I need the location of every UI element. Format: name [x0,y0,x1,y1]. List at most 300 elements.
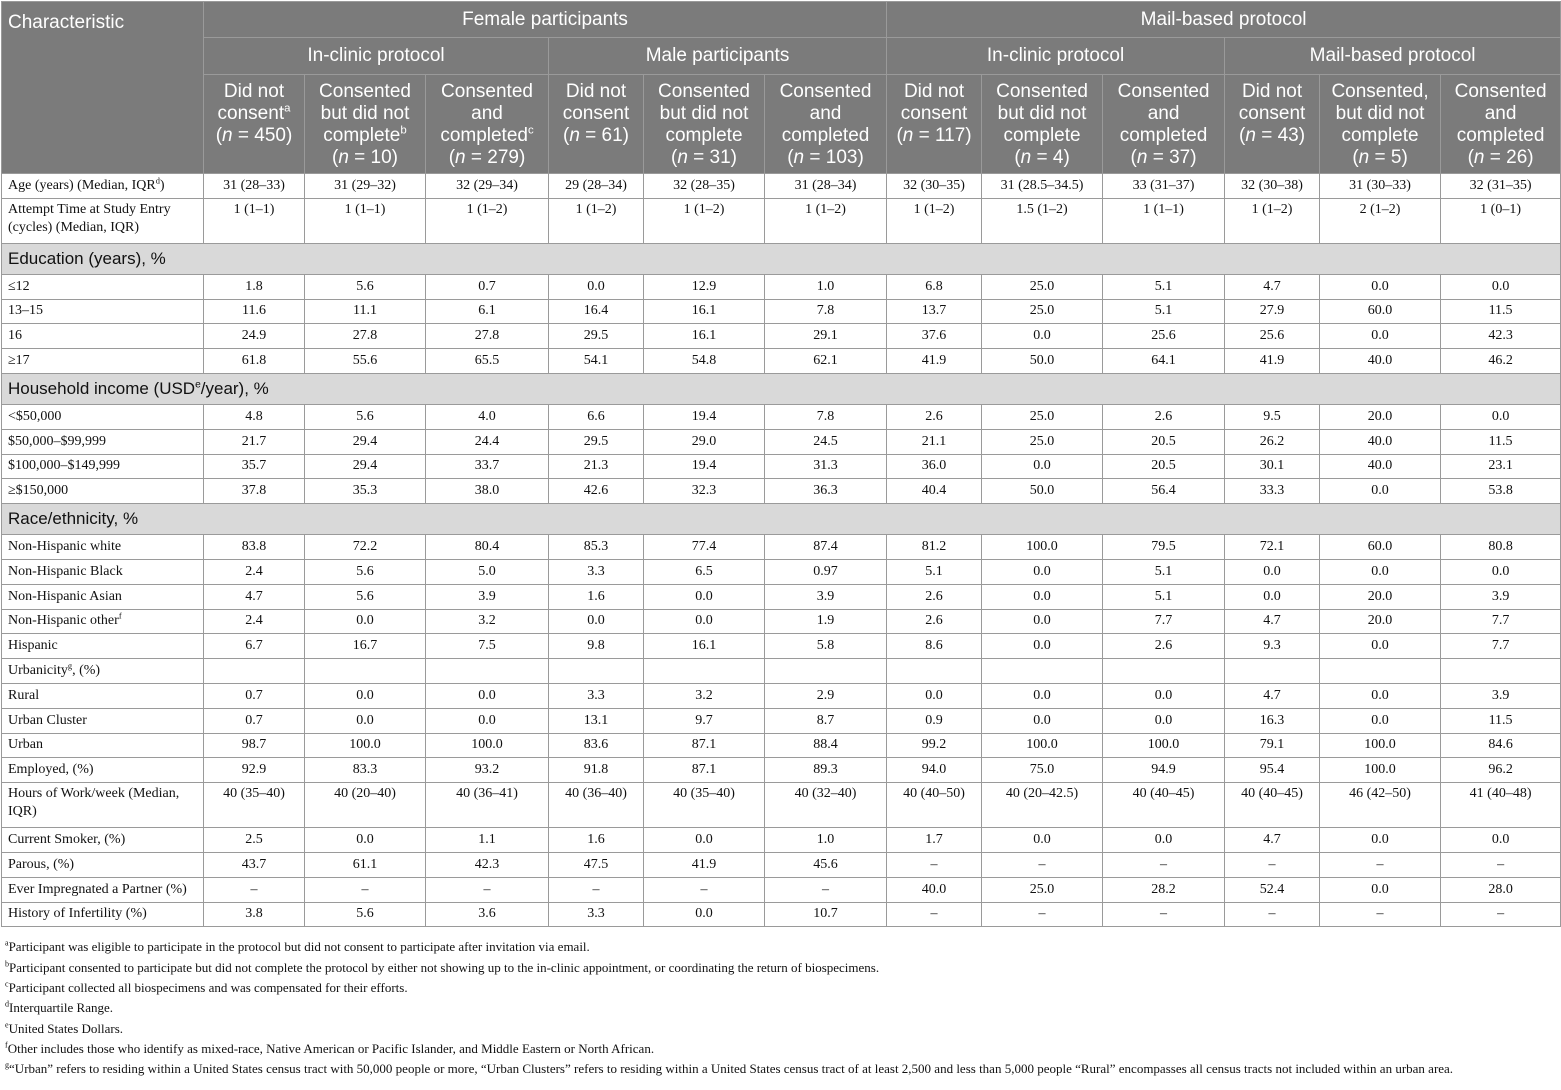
table-row [2,535,1561,560]
table-cell: 36.3 [765,479,887,504]
table-cell: 40.4 [887,479,982,504]
table-row [2,852,1561,877]
table-cell: 52.4 [1225,877,1320,902]
footnote [5,998,1560,1018]
table-row [2,324,1561,349]
row-label-text: $100,000–$149,999 [8,458,120,474]
table-cell: 0.97 [765,559,887,584]
row-label [2,877,204,902]
footnote [5,1059,1560,1079]
footnote-text: Interquartile Range. [9,1000,113,1016]
sample-size-open: ( [331,147,339,168]
table-cell: – [887,902,982,927]
table-cell: 0.0 [549,274,644,299]
table-cell: 12.9 [644,274,765,299]
table-body [2,174,1561,927]
sample-size-open: ( [1352,147,1359,168]
table-cell: 87.1 [644,733,765,758]
table-cell: 0.0 [1320,324,1441,349]
row-label-text: Non-Hispanic white [8,539,122,555]
table-cell: 5.6 [305,404,426,429]
footnote-marker: a [284,102,291,115]
table-cell: 53.8 [1441,479,1561,504]
table-cell [1103,659,1225,684]
table-cell: 5.1 [1103,584,1225,609]
table-cell: 55.6 [305,349,426,374]
table-cell: 1 (1–2) [426,198,549,243]
table-cell: 24.9 [204,324,305,349]
column-header [982,75,1103,174]
row-label [2,758,204,783]
table-cell: 0.0 [1441,559,1561,584]
row-label-text: Current Smoker, (%) [8,832,126,848]
table-cell: 60.0 [1320,299,1441,324]
table-cell: 0.0 [1320,479,1441,504]
table-cell: 84.6 [1441,733,1561,758]
row-label [2,559,204,584]
table-row [2,659,1561,684]
table-row [2,404,1561,429]
sample-size-value: = 450) [237,125,293,146]
table-cell: 29 (28–34) [549,174,644,199]
table-cell: 40.0 [1320,429,1441,454]
sample-size-n: n [902,125,914,146]
table-cell: 100.0 [1320,758,1441,783]
table-cell: 43.7 [204,852,305,877]
row-label [2,783,204,828]
table-cell: 27.8 [426,324,549,349]
table-cell: 1 (1–1) [1103,198,1225,243]
table-cell: 25.6 [1225,324,1320,349]
section-header-text: Household income (USD [8,378,196,398]
footnote-text: Participant consented to participate but did not complete the protocol by either not showing up to the in-clinic appointment, or coordinating the return of biospecimens. [9,959,880,975]
table-cell: 3.9 [1441,683,1561,708]
table-cell: 1.7 [887,828,982,853]
row-label-text: Non-Hispanic other [8,613,119,629]
table-cell: 38.0 [426,479,549,504]
table-cell: 2.6 [1103,404,1225,429]
row-label-text: $50,000–$99,999 [8,433,106,449]
table-cell: 0.0 [305,828,426,853]
table-cell: 6.8 [887,274,982,299]
sample-size-n: n [793,147,805,168]
table-cell: 8.7 [765,708,887,733]
footnotes [1,937,1560,1079]
table-cell: 1 (1–1) [204,198,305,243]
table-cell: 5.1 [887,559,982,584]
row-label [2,274,204,299]
table-row [2,349,1561,374]
table-cell: 4.0 [426,404,549,429]
section-header-text: Race/ethnicity, % [8,509,139,529]
table-cell: 92.9 [204,758,305,783]
table-cell: 9.3 [1225,634,1320,659]
table-cell: 0.0 [426,708,549,733]
table-cell: 100.0 [305,733,426,758]
column-header [1320,75,1441,174]
footnote-marker: g [67,661,73,671]
table-cell: – [765,877,887,902]
row-label [2,324,204,349]
table-cell: 25.0 [982,404,1103,429]
table-cell: 6.6 [549,404,644,429]
footnote-text: Other includes those who identify as mixed-race, Native American or Pacific Islander, and Middle Eastern or North African. [7,1040,655,1056]
row-label [2,708,204,733]
table-cell: 0.0 [1320,274,1441,299]
table-row [2,174,1561,199]
table-cell: 1.5 (1–2) [982,198,1103,243]
characteristics-table [1,1,1561,927]
table-cell: 0.0 [305,708,426,733]
table-cell: 79.5 [1103,535,1225,560]
footnote-marker: e [195,379,201,391]
table-cell: 29.1 [765,324,887,349]
table-cell: 40 (35–40) [204,783,305,828]
table-cell: 32 (29–34) [426,174,549,199]
sample-size-open: ( [562,125,570,146]
row-label-text: ≤12 [8,278,30,294]
sample-size-n: n [222,125,233,146]
table-row [2,559,1561,584]
table-container [1,1,1560,1079]
row-label [2,828,204,853]
table-row [2,683,1561,708]
table-cell: 60.0 [1320,535,1441,560]
table-cell: 0.7 [204,683,305,708]
sample-size-open: ( [787,147,794,168]
row-label-suffix: ) [159,177,165,193]
table-cell: – [1103,852,1225,877]
column-header-label: Consented and completed [440,81,533,146]
row-label [2,299,204,324]
footnote [5,978,1560,998]
table-cell: 72.1 [1225,535,1320,560]
table-row [2,902,1561,927]
table-cell: 3.9 [765,584,887,609]
row-label-text: <$50,000 [8,408,62,424]
table-cell: 56.4 [1103,479,1225,504]
table-cell [1441,659,1561,684]
table-row [2,584,1561,609]
column-header-label: Consented but did not complete [319,81,411,146]
table-cell: 0.0 [982,324,1103,349]
table-cell: 40 (40–50) [887,783,982,828]
row-label-text: Attempt Time at Study Entry (cycles) (Median, IQR) [8,201,171,235]
table-cell: 0.0 [305,683,426,708]
table-cell: 0.0 [1320,683,1441,708]
table-cell: 1.0 [765,828,887,853]
table-cell: 88.4 [765,733,887,758]
footnote-text: “Urban” refers to residing within a United States census tract with 50,000 people or more, “Urban Clusters” refers to residing within a United States census tract of at least 2,500 and less than 5,000 people “Rural” encompasses all census tracts not included within an urban area. [9,1061,1454,1077]
table-cell: 36.0 [887,454,982,479]
table-cell: 4.7 [204,584,305,609]
sample-size-n: n [338,147,349,168]
table-cell: 2 (1–2) [1320,198,1441,243]
row-label-suffix: , (%) [72,663,101,679]
table-cell: 31 (28.5–34.5) [982,174,1103,199]
column-header-label: Did not consent [562,81,630,124]
sample-size-open: ( [448,147,456,168]
sample-size-value: = 61) [585,125,630,146]
table-cell: 75.0 [982,758,1103,783]
table-cell: 0.0 [887,683,982,708]
table-cell: 3.6 [426,902,549,927]
table-cell: 100.0 [426,733,549,758]
table-cell: 29.0 [644,429,765,454]
table-cell: 6.1 [426,299,549,324]
table-cell: 72.2 [305,535,426,560]
row-label [2,852,204,877]
table-cell: 0.0 [644,609,765,634]
table-cell: 29.4 [305,429,426,454]
table-cell: 11.1 [305,299,426,324]
table-cell: 5.1 [1103,299,1225,324]
table-cell: 21.1 [887,429,982,454]
table-cell: 2.6 [1103,634,1225,659]
table-cell [1225,659,1320,684]
table-row [2,783,1561,828]
table-cell: 0.0 [982,683,1103,708]
row-label-text: Age (years) (Median, IQR [8,177,156,193]
section-header [2,243,1561,274]
table-cell: 40 (36–41) [426,783,549,828]
table-cell: 0.0 [1103,828,1225,853]
table-cell: 5.1 [1103,559,1225,584]
table-cell: 62.1 [765,349,887,374]
table-cell: 40 (20–42.5) [982,783,1103,828]
table-cell: 0.0 [982,708,1103,733]
table-cell: 9.7 [644,708,765,733]
table-cell: 20.0 [1320,609,1441,634]
row-label-text: 16 [8,328,22,344]
table-cell: – [549,877,644,902]
column-header-label: Did not consent [1238,81,1306,124]
column-header [1441,75,1561,174]
table-cell: 1.6 [549,584,644,609]
row-label [2,404,204,429]
table-cell: 20.5 [1103,454,1225,479]
table-cell: 3.8 [204,902,305,927]
table-cell: 99.2 [887,733,982,758]
table-cell: 89.3 [765,758,887,783]
table-cell: 80.8 [1441,535,1561,560]
sample-size-value: = 117) [918,125,972,146]
table-row [2,609,1561,634]
table-cell: 100.0 [1320,733,1441,758]
table-row [2,454,1561,479]
footnote-marker: d [5,999,10,1009]
table-cell: 0.0 [644,902,765,927]
table-cell: – [644,877,765,902]
table-row [2,429,1561,454]
table-cell: 41.9 [644,852,765,877]
table-cell: 46.2 [1441,349,1561,374]
table-cell: 83.3 [305,758,426,783]
sample-size-open: ( [215,125,223,146]
table-cell [305,659,426,684]
table-cell: 35.3 [305,479,426,504]
table-cell: 42.3 [426,852,549,877]
row-label-text: Urbanicity [8,663,68,679]
table-cell: 80.4 [426,535,549,560]
table-cell: 2.5 [204,828,305,853]
sample-size-open: ( [1014,147,1021,168]
table-cell: 3.3 [549,559,644,584]
table-cell: 3.9 [426,584,549,609]
table-cell: 40.0 [1320,349,1441,374]
table-cell: – [1320,852,1441,877]
row-label [2,198,204,243]
table-cell: 40 (35–40) [644,783,765,828]
table-cell: 16.1 [644,324,765,349]
table-cell: 1.8 [204,274,305,299]
table-cell: 25.0 [982,299,1103,324]
table-cell: 5.6 [305,274,426,299]
table-cell [1320,659,1441,684]
column-header-label: Consented, but did not complete [1331,81,1429,146]
table-cell: 0.0 [1320,634,1441,659]
footnote-marker: f [118,611,122,621]
table-cell: 47.5 [549,852,644,877]
table-cell: 19.4 [644,454,765,479]
table-header [2,2,1561,174]
row-label [2,584,204,609]
column-header [644,75,765,174]
table-cell: 20.5 [1103,429,1225,454]
table-cell: 0.0 [1320,708,1441,733]
table-cell: 9.5 [1225,404,1320,429]
row-label [2,683,204,708]
footnote-text: Participant was eligible to participate in the protocol but did not consent to participate after invitation via email. [8,939,590,955]
sample-size-open: ( [1130,147,1137,168]
table-cell: – [887,852,982,877]
table-cell: – [982,852,1103,877]
sample-size-value: = 10) [354,147,399,168]
table-cell: – [426,877,549,902]
table-cell: 0.0 [1320,828,1441,853]
table-cell: 0.0 [644,584,765,609]
section-header-text: Education (years), % [8,248,166,268]
subgroup-header: Male participants [549,38,887,75]
table-cell: 24.4 [426,429,549,454]
table-cell: 0.0 [982,559,1103,584]
table-cell: 40 (36–40) [549,783,644,828]
table-cell: 21.7 [204,429,305,454]
table-cell: 6.5 [644,559,765,584]
table-cell: 5.8 [765,634,887,659]
table-row [2,877,1561,902]
table-cell: 33 (31–37) [1103,174,1225,199]
table-cell: 16.7 [305,634,426,659]
sample-size-value: = 4) [1036,147,1070,168]
footnote-marker: g [5,1060,10,1070]
column-header-label: Consented and completed [779,81,872,146]
table-cell: 1.6 [549,828,644,853]
section-header-suffix: /year), % [200,378,269,398]
row-label [2,349,204,374]
table-cell: 41.9 [887,349,982,374]
table-cell: 0.9 [887,708,982,733]
row-label [2,733,204,758]
table-cell: 9.8 [549,634,644,659]
table-cell: 32 (30–35) [887,174,982,199]
group-header: Mail-based protocol [887,2,1561,38]
footnote-marker: a [5,939,9,948]
table-cell: 40.0 [1320,454,1441,479]
table-cell: 4.8 [204,404,305,429]
sample-size-value: = 103) [809,147,864,168]
footnote [5,1039,1560,1059]
table-cell [204,659,305,684]
table-cell: 81.2 [887,535,982,560]
table-cell: 5.6 [305,902,426,927]
table-cell: 6.7 [204,634,305,659]
table-cell: 2.4 [204,559,305,584]
sample-size-value: = 31) [693,147,738,168]
subgroup-header: In-clinic protocol [204,38,549,75]
table-cell: 29.4 [305,454,426,479]
row-label [2,535,204,560]
table-cell: 32 (31–35) [1441,174,1561,199]
row-label-text: Non-Hispanic Black [8,563,123,579]
row-label-text: Hispanic [8,638,58,654]
table-row [2,198,1561,243]
table-cell: 87.4 [765,535,887,560]
sample-size-value: = 5) [1374,147,1408,168]
table-cell: 96.2 [1441,758,1561,783]
table-cell: 1.1 [426,828,549,853]
table-cell: – [982,902,1103,927]
table-cell: 42.6 [549,479,644,504]
table-cell: 0.0 [426,683,549,708]
table-cell: 5.6 [305,559,426,584]
row-label [2,659,204,684]
footnote [5,958,1560,978]
table-cell: 25.0 [982,429,1103,454]
table-cell: 0.0 [305,609,426,634]
table-cell: 0.7 [426,274,549,299]
sample-size-value: = 43) [1261,125,1306,146]
table-cell: 3.2 [426,609,549,634]
row-label-text: Parous, (%) [8,856,75,872]
row-label-text: Non-Hispanic Asian [8,588,122,604]
section-header [2,504,1561,535]
table-cell: 50.0 [982,349,1103,374]
table-cell: 8.6 [887,634,982,659]
table-cell: 46 (42–50) [1320,783,1441,828]
sample-size-n: n [1473,147,1485,168]
footnote-marker: f [5,1040,8,1050]
table-cell: 13.7 [887,299,982,324]
table-cell: 65.5 [426,349,549,374]
table-cell: 64.1 [1103,349,1225,374]
table-cell: 20.0 [1320,404,1441,429]
table-cell: 7.8 [765,299,887,324]
row-label-text: Urban Cluster [8,712,87,728]
table-cell: 0.0 [1320,877,1441,902]
row-label [2,454,204,479]
table-cell: 54.8 [644,349,765,374]
table-row [2,299,1561,324]
table-row [2,708,1561,733]
table-cell: 31 (30–33) [1320,174,1441,199]
table-cell: 3.2 [644,683,765,708]
row-label-text: Ever Impregnated a Partner (%) [8,881,187,897]
table-cell: 32 (28–35) [644,174,765,199]
row-label-text: ≥$150,000 [8,483,69,499]
table-cell: 93.2 [426,758,549,783]
table-cell [887,659,982,684]
